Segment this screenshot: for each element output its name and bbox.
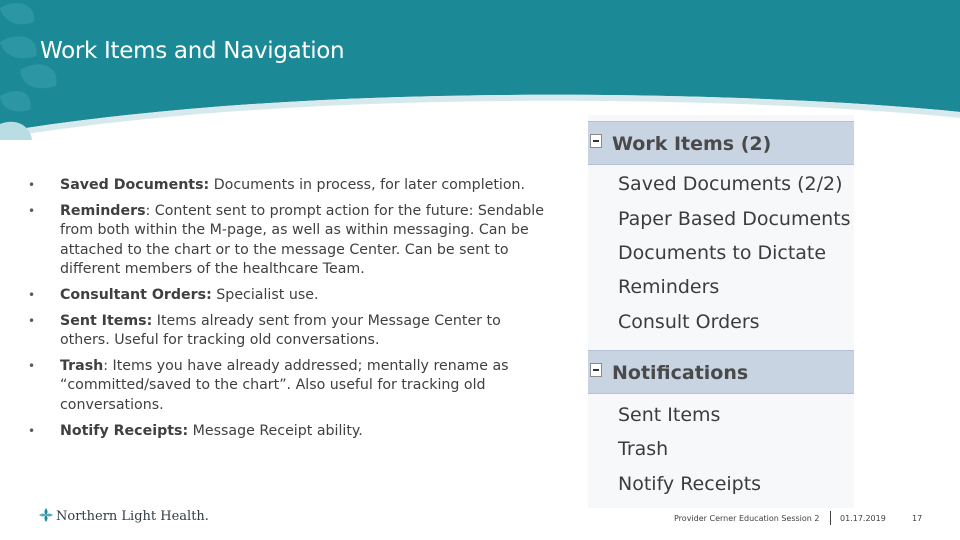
bullet-text: Documents in process, for later completion. xyxy=(209,177,526,193)
bullet-item-saved-documents xyxy=(28,176,548,196)
bullet-text: : Content sent to prompt action for the future: Sendable from both within the M-page, as well as within messaging. Can be attached to the chart or to the message Center. Can be sent to different members of the healthcare Team. xyxy=(60,202,544,278)
page-number: 17 xyxy=(912,514,923,523)
bullet-item-reminders xyxy=(28,202,548,280)
bullet-term: Reminders xyxy=(60,202,146,219)
bullet-list xyxy=(28,176,548,447)
notifications-header-label: Notifications xyxy=(612,362,749,384)
collapse-icon[interactable] xyxy=(590,363,602,377)
notifications-section-header[interactable] xyxy=(588,350,854,394)
work-items-section-header[interactable] xyxy=(588,121,854,165)
bullet-text: Specialist use. xyxy=(211,286,319,303)
bullet-text: Items already sent from your Message Center to others. Useful for tracking old conversations. xyxy=(60,312,501,349)
footer-session: Provider Cerner Education Session 2 xyxy=(674,514,820,523)
bullet-item-notify-receipts xyxy=(28,422,548,442)
bullet-term: Sent Items: xyxy=(60,312,153,329)
bullet-text: Message Receipt ability. xyxy=(188,422,363,439)
nav-item-sent-items[interactable]: Sent Items xyxy=(618,404,721,426)
work-items-panel xyxy=(588,115,854,508)
logo-leaf-icon xyxy=(38,507,54,523)
nav-item-reminders[interactable]: Reminders xyxy=(618,276,720,298)
bullet-term: Trash xyxy=(60,357,104,374)
nav-item-paper-based-documents[interactable]: Paper Based Documents xyxy=(618,208,851,230)
logo-text: Northern Light Health. xyxy=(56,509,209,524)
bullet-term: Consultant Orders: xyxy=(60,286,212,303)
nav-item-consult-orders[interactable]: Consult Orders xyxy=(618,311,760,333)
bullet-term: Saved Documents: xyxy=(60,177,210,193)
bullet-item-sent-items xyxy=(28,312,548,351)
work-items-header-label: Work Items (2) xyxy=(612,133,772,155)
nav-item-documents-to-dictate[interactable]: Documents to Dictate xyxy=(618,242,827,264)
nav-item-trash[interactable]: Trash xyxy=(618,438,669,460)
footer-divider xyxy=(830,511,831,525)
bullet-item-consultant-orders xyxy=(28,286,548,306)
footer-date: 01.17.2019 xyxy=(840,514,886,523)
nav-item-saved-documents[interactable]: Saved Documents (2/2) xyxy=(618,173,843,195)
bullet-term: Notify Receipts: xyxy=(60,422,189,439)
bullet-text: : Items you have already addressed; mentally rename as “committed/saved to the chart”. Also useful for tracking old conversations. xyxy=(60,357,509,413)
collapse-icon[interactable] xyxy=(590,134,602,148)
nav-item-notify-receipts[interactable]: Notify Receipts xyxy=(618,473,762,495)
slide-title: Work Items and Navigation xyxy=(40,38,345,64)
bullet-item-trash xyxy=(28,357,548,416)
